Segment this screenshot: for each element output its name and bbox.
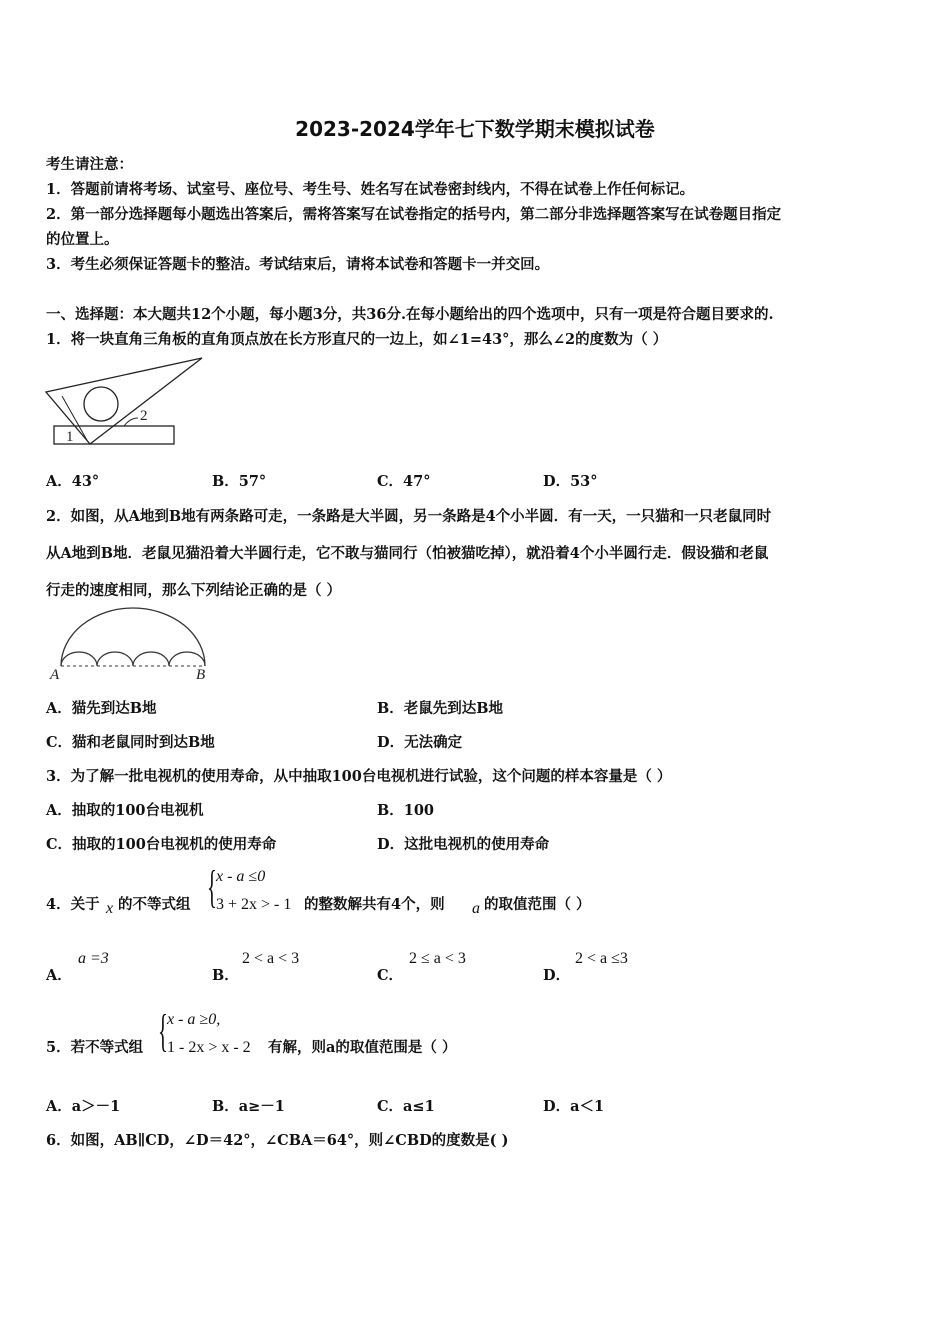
question-1-option-a[interactable]: A．43° [46,473,100,490]
question-4-option-a-expr[interactable]: a =3 [78,950,109,967]
question-5-option-c[interactable]: C．a≤1 [377,1098,435,1115]
question-4-suffix: 的整数解共有4个，则 [304,896,445,913]
question-2-figure [46,604,216,686]
question-5-brace: { [158,1005,168,1056]
question-5-system-line-2: 1 - 2x > x - 2 [167,1039,251,1056]
question-4-suffix-2: 的取值范围（ ） [484,896,591,913]
page-title: 2023-2024学年七下数学期末模拟试卷 [295,117,655,141]
question-1-option-b[interactable]: B．57° [212,473,267,490]
question-3-option-d[interactable]: D．这批电视机的使用寿命 [377,836,550,853]
question-1-option-c[interactable]: C．47° [377,473,431,490]
question-3-stem: 3．为了解一批电视机的使用寿命，从中抽取100台电视机进行试验，这个问题的样本容量是（ ） [46,768,672,785]
question-5-option-a[interactable]: A．a＞－1 [46,1098,121,1115]
question-4-var-x: x [106,900,114,917]
question-4-option-b-letter[interactable]: B． [212,967,239,984]
question-4-option-d-letter[interactable]: D． [543,967,571,984]
point-b-label: B [196,667,206,683]
question-6-stem: 6．如图，AB∥CD，∠D＝42°，∠CBA＝64°，则∠CBD的度数是( ) [46,1132,509,1149]
question-2-stem-line-3: 行走的速度相同，那么下列结论正确的是（ ） [46,582,342,599]
question-2-option-b[interactable]: B．老鼠先到达B地 [377,700,504,717]
question-4-option-c-letter[interactable]: C． [377,967,404,984]
question-4-option-b-expr[interactable]: 2 < a < 3 [242,950,300,967]
question-3-option-c[interactable]: C．抽取的100台电视机的使用寿命 [46,836,277,853]
question-5-system-line-1: x - a ≥0, [167,1011,221,1028]
angle-2-label: 2 [140,408,148,424]
angle-1-label: 1 [66,429,74,445]
notice-item-3: 3．考生必须保证答题卡的整洁。考试结束后，请将本试卷和答题卡一并交回。 [46,256,550,273]
question-2-option-c[interactable]: C．猫和老鼠同时到达B地 [46,734,215,751]
question-3-option-b[interactable]: B．100 [377,802,435,819]
question-1-stem: 1．将一块直角三角板的直角顶点放在长方形直尺的一边上，如∠1=43°，那么∠2的度数为（ ） [46,331,668,348]
question-4-brace: { [207,861,217,912]
question-1-option-d[interactable]: D．53° [543,473,598,490]
point-a-label: A [50,667,60,683]
question-4-prefix: 4．关于 [46,896,100,913]
question-5-prefix: 5．若不等式组 [46,1039,144,1056]
question-2-stem-line-1: 2．如图，从A地到B地有两条路可走，一条路是大半圆，另一条路是4个小半圆．有一天，一只猫和一只老鼠同时 [46,508,772,525]
notice-item-2-cont: 的位置上。 [46,231,119,248]
question-5-option-d[interactable]: D．a＜1 [543,1098,605,1115]
question-4-system-line-1: x - a ≤0 [216,868,266,885]
notice-heading: 考生请注意： [46,156,133,173]
notice-item-1: 1．答题前请将考场、试室号、座位号、考生号、姓名写在试卷密封线内，不得在试卷上作任何标记。 [46,181,695,198]
question-4-option-d-expr[interactable]: 2 < a ≤3 [575,950,628,967]
question-4-option-c-expr[interactable]: 2 ≤ a < 3 [409,950,466,967]
question-2-option-d[interactable]: D．无法确定 [377,734,463,751]
question-4-mid: 的不等式组 [118,896,191,913]
question-2-option-a[interactable]: A．猫先到达B地 [46,700,157,717]
question-2-stem-line-2: 从A地到B地．老鼠见猫沿着大半圆行走，它不敢与猫同行（怕被猫吃掉），就沿着4个小半圆行走．假设猫和老鼠 [46,545,769,562]
question-4-var-a: a [472,900,480,917]
section-heading: 一、选择题：本大题共12个小题，每小题3分，共36分.在每小题给出的四个选项中，只有一项是符合题目要求的. [46,306,774,323]
notice-item-2: 2．第一部分选择题每小题选出答案后，需将答案写在试卷指定的括号内，第二部分非选择题答案写在试卷题目指定 [46,206,782,223]
question-5-option-b[interactable]: B．a≥－1 [212,1098,285,1115]
question-4-system-line-2: 3 + 2x > - 1 [216,896,292,913]
question-3-option-a[interactable]: A．抽取的100台电视机 [46,802,204,819]
question-1-figure [40,352,210,452]
question-4-option-a-letter[interactable]: A． [46,967,72,984]
question-5-suffix: 有解，则a的取值范围是（ ） [268,1039,457,1056]
